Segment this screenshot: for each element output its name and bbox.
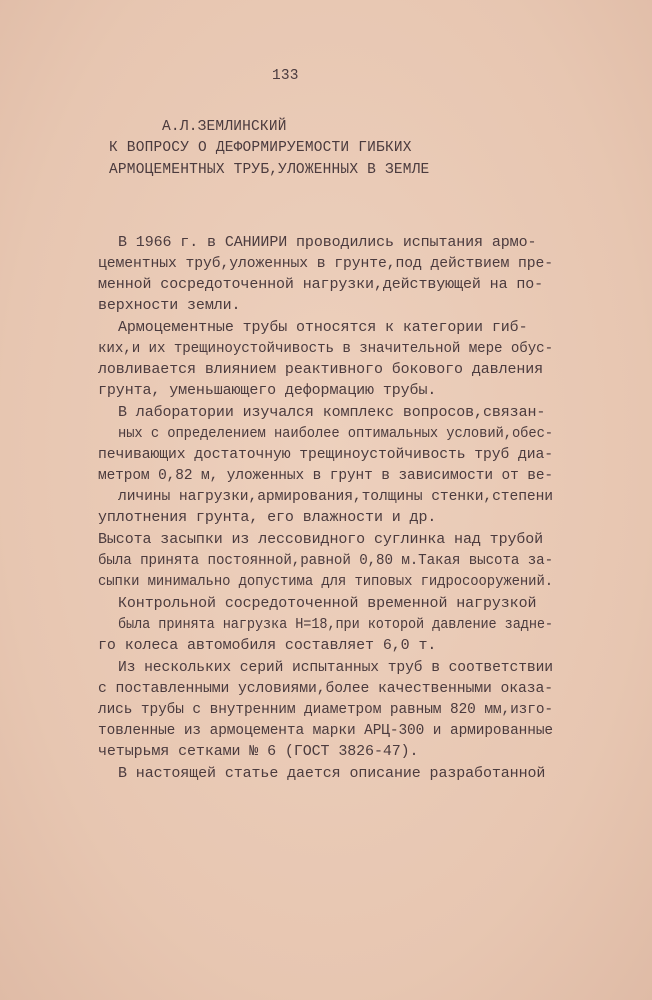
text-line: сыпки минимально допустима для типовых гидросооружений. [98,573,553,590]
text-line: была принята нагрузка Н=18,при которой давление задне- [118,616,553,633]
text-line: Высота засыпки из лессовидного суглинка над трубой [98,531,544,548]
author: А.Л.ЗЕМЛИНСКИЙ [162,119,287,135]
page-number: 133 [272,68,299,84]
text-line: ких,и их трещиноустойчивость в значительной мере обус- [98,340,553,357]
text-line: четырьмя сетками № 6 (ГОСТ 3826-47). [98,743,419,760]
text-line: была принята постоянной,равной 0,80 м.Такая высота за- [98,552,553,569]
text-line: личины нагрузки,армирования,толщины стенки,степени [118,488,553,505]
text-line: цементных труб,уложенных в грунте,под действием пре- [98,255,553,272]
text-line: ловливается влиянием реактивного бокового давления [98,361,544,378]
text-line: грунта, уменьшающего деформацию трубы. [98,382,437,399]
text-line: метром 0,82 м, уложенных в грунт в зависимости от ве- [98,467,553,484]
text-line: В лаборатории изучался комплекс вопросов,связан- [118,404,546,421]
text-line: В настоящей статье дается описание разработанной [118,765,546,782]
text-line: с поставленными условиями,более качественными оказа- [98,680,553,697]
text-line: лись трубы с внутренним диаметром равным 820 мм,изго- [98,701,553,718]
text-line: Армоцементные трубы относятся к категории гиб- [118,319,528,336]
text-line: верхности земли. [98,297,241,314]
text-line: уплотнения грунта, его влажности и др. [98,509,437,526]
text-line: Контрольной сосредоточенной временной нагрузкой [118,595,537,612]
title-line-1: К ВОПРОСУ О ДЕФОРМИРУЕМОСТИ ГИБКИХ [109,140,412,156]
text-line: ных с определением наиболее оптимальных условий,обес- [118,425,553,442]
text-line: печивающих достаточную трещиноустойчивость труб диа- [98,446,553,463]
text-line: го колеса автомобиля составляет 6,0 т. [98,637,437,654]
text-line: Из нескольких серий испытанных труб в соответствии [118,659,553,676]
text-line: товленные из армоцемента марки АРЦ-300 и армированные [98,722,553,739]
text-line: В 1966 г. в САНИИРИ проводились испытания армо- [118,234,537,251]
text-line: менной сосредоточенной нагрузки,действующей на по- [98,276,544,293]
title-line-2: АРМОЦЕМЕНТНЫХ ТРУБ,УЛОЖЕННЫХ В ЗЕМЛЕ [109,162,430,178]
